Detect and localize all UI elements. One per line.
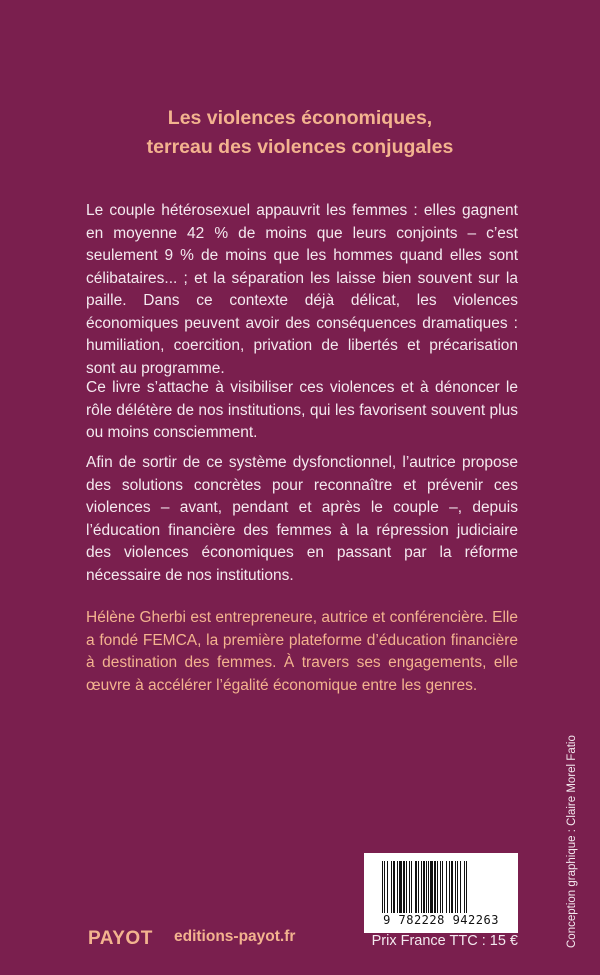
barcode-bar — [430, 861, 433, 913]
barcode-bar — [387, 861, 388, 913]
barcode-bar — [442, 861, 443, 913]
price-label: Prix France TTC : 15 € — [371, 933, 518, 949]
barcode-bar — [393, 861, 395, 913]
publisher-website: editions-payot.fr — [174, 928, 296, 945]
barcode-bar — [449, 861, 450, 913]
barcode-bar — [437, 861, 438, 913]
barcode-bar — [403, 861, 405, 913]
barcode-bar — [421, 861, 422, 913]
barcode-bar — [446, 861, 447, 913]
cover-title-line-1: Les violences économiques, — [167, 107, 433, 129]
blurb-paragraph-1: Le couple hétérosexuel appauvrit les femmes : elles gagnent en moyenne 42 % de moins que leurs conjoints – c’est seulement 9 % de moins que les hommes quand elles sont célibataires... ; et la séparation les laisse bien souvent sur la paille. Dans ce contexte déjà délicat, les violences économiques peuvent avoir des conséquences dramatiques : humiliation, coercition, privation de libertés et précarisation sont au programme. — [86, 202, 518, 377]
barcode-bar — [399, 861, 402, 913]
barcode-bar — [426, 861, 427, 913]
blurb-paragraph-3: Afin de sortir de ce système dysfonctionnel, l’autrice propose des solutions concrètes pour reconnaître et prévenir ces violences – avant, pendant et après le couple –, depuis l’éducation financière des femmes à la répression judiciaire des violences économiques en passant par la réforme nécessaire de nos institutions. — [86, 454, 518, 584]
blurb-paragraph-2: Ce livre s’attache à visibiliser ces violences et à dénoncer le rôle délétère de nos institutions, qui les favorisent souvent plus ou moins consciemment. — [86, 379, 518, 441]
barcode-bar — [455, 861, 456, 913]
barcode-bar — [384, 861, 385, 913]
barcode-bars — [382, 861, 510, 913]
barcode-bar — [418, 861, 419, 913]
barcode-bar — [460, 861, 461, 913]
barcode-bar — [457, 861, 458, 913]
cover-title — [60, 104, 540, 162]
barcode-bar — [391, 861, 392, 913]
barcode-bar — [397, 861, 398, 913]
author-bio: Hélène Gherbi est entrepreneure, autrice et conférencière. Elle a fondé FEMCA, la première plateforme d’éducation financière à destination des femmes. À travers ses engagements, elle œuvre à accélérer l’égalité économique entre les genres. — [86, 609, 518, 694]
barcode-bar — [423, 861, 425, 913]
barcode-bar — [406, 861, 407, 913]
barcode-bar — [409, 861, 410, 913]
cover-title-line-2: terreau des violences conjugales — [146, 136, 454, 158]
isbn-number: 9 782228 942263 — [383, 913, 499, 927]
barcode-bar — [464, 861, 465, 913]
barcode-bar — [434, 861, 436, 913]
publisher-logo: PAYOT — [88, 928, 153, 949]
design-credit: Conception graphique : Claire Morel Fatio — [566, 735, 578, 948]
barcode-bar — [440, 861, 441, 913]
barcode — [364, 853, 518, 933]
barcode-bar — [451, 861, 453, 913]
barcode-bar — [466, 861, 467, 913]
barcode-bar — [382, 861, 383, 913]
barcode-bar — [411, 861, 412, 913]
barcode-bar — [428, 861, 429, 913]
barcode-bar — [415, 861, 417, 913]
